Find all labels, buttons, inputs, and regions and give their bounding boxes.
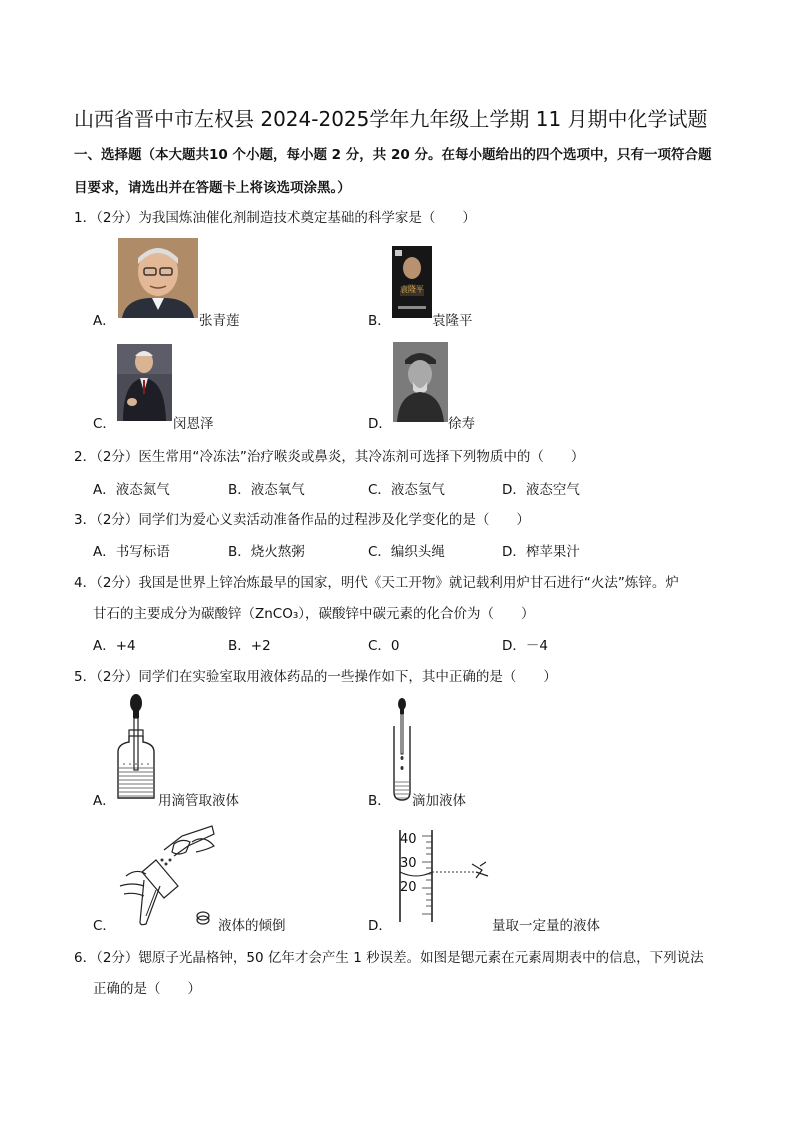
q1-option-c-text: 闵恩泽 <box>173 416 214 432</box>
q4-stem-line1: 4．（2分）我国是世界上锌冶炼最早的国家，明代《天工开物》就记载利用炉甘石进行“火法”炼锌。炉 <box>74 575 679 591</box>
q5-diagram-a-dropper-bottle <box>112 694 160 802</box>
section-heading-line2: 目要求，请选出并在答题卡上将该选项涂黑。） <box>74 180 351 196</box>
q3-option-a[interactable]: A．书写标语 <box>93 544 170 560</box>
q1-option-b-letter[interactable]: B． <box>368 313 391 329</box>
svg-text:袁隆平: 袁隆平 <box>400 285 424 294</box>
q5-option-b-text: 滴加液体 <box>412 793 466 809</box>
section-heading-line1: 一、选择题（本大题共10 个小题，每小题 2 分，共 20 分。在每小题给出的四个选项中，只有一项符合题 <box>74 147 712 163</box>
q3-option-d[interactable]: D．榨苹果汁 <box>502 544 580 560</box>
q5-option-d-letter[interactable]: D． <box>368 918 392 934</box>
q1-photo-c-portrait <box>117 344 172 421</box>
q5-option-c-text: 液体的倾倒 <box>218 918 286 934</box>
q1-option-d-text: 徐寿 <box>448 416 475 432</box>
q3-stem: 3．（2分）同学们为爱心义卖活动准备作品的过程涉及化学变化的是（ ） <box>74 512 530 528</box>
q5-diagram-b-test-tube <box>390 698 414 802</box>
q4-option-a[interactable]: A．+4 <box>93 638 136 654</box>
q1-option-d-letter[interactable]: D． <box>368 416 392 432</box>
q6-stem-line2: 正确的是（ ） <box>93 981 201 997</box>
q5-option-a-letter[interactable]: A． <box>93 793 116 809</box>
q1-option-a-text: 张青莲 <box>199 313 240 329</box>
q6-stem-line1: 6．（2分）锶原子光晶格钟，50 亿年才会产生 1 秒误差。如图是锶元素在元素周期表中的信息，下列说法 <box>74 950 704 966</box>
cylinder-tick-30: 30 <box>400 856 417 871</box>
q1-photo-a-portrait <box>118 238 198 318</box>
q1-stem: 1．（2分）为我国炼油催化剂制造技术奠定基础的科学家是（ ） <box>74 210 476 226</box>
q1-photo-b-poster <box>392 246 432 318</box>
q2-option-b[interactable]: B．液态氧气 <box>228 482 305 498</box>
q1-photo-d-portrait <box>393 342 448 422</box>
cylinder-tick-20: 20 <box>400 880 417 895</box>
q2-option-c[interactable]: C．液态氢气 <box>368 482 445 498</box>
q5-diagram-c-pouring <box>116 820 216 926</box>
q4-stem-line2: 甘石的主要成分为碳酸锌（ZnCO₃），碳酸锌中碳元素的化合价为（ ） <box>93 606 535 622</box>
cylinder-tick-40: 40 <box>400 832 417 847</box>
q2-option-a[interactable]: A．液态氮气 <box>93 482 170 498</box>
q5-option-c-letter[interactable]: C． <box>93 918 116 934</box>
q2-stem: 2．（2分）医生常用“冷冻法”治疗喉炎或鼻炎，其冷冻剂可选择下列物质中的（ ） <box>74 449 585 465</box>
q5-option-d-text: 量取一定量的液体 <box>492 918 600 934</box>
q3-option-b[interactable]: B．烧火熬粥 <box>228 544 305 560</box>
exam-title: 山西省晋中市左权县 2024-2025学年九年级上学期 11 月期中化学试题 <box>74 107 708 131</box>
q4-option-d[interactable]: D．－4 <box>502 638 548 654</box>
q5-option-a-text: 用滴管取液体 <box>158 793 239 809</box>
q4-option-b[interactable]: B．+2 <box>228 638 271 654</box>
q1-option-a-letter[interactable]: A． <box>93 313 116 329</box>
q1-option-b-text: 袁隆平 <box>432 313 473 329</box>
q5-stem: 5．（2分）同学们在实验室取用液体药品的一些操作如下，其中正确的是（ ） <box>74 669 557 685</box>
q3-option-c[interactable]: C．编织头绳 <box>368 544 445 560</box>
q5-option-b-letter[interactable]: B． <box>368 793 391 809</box>
q2-option-d[interactable]: D．液态空气 <box>502 482 580 498</box>
q1-option-c-letter[interactable]: C． <box>93 416 116 432</box>
q4-option-c[interactable]: C．0 <box>368 638 400 654</box>
